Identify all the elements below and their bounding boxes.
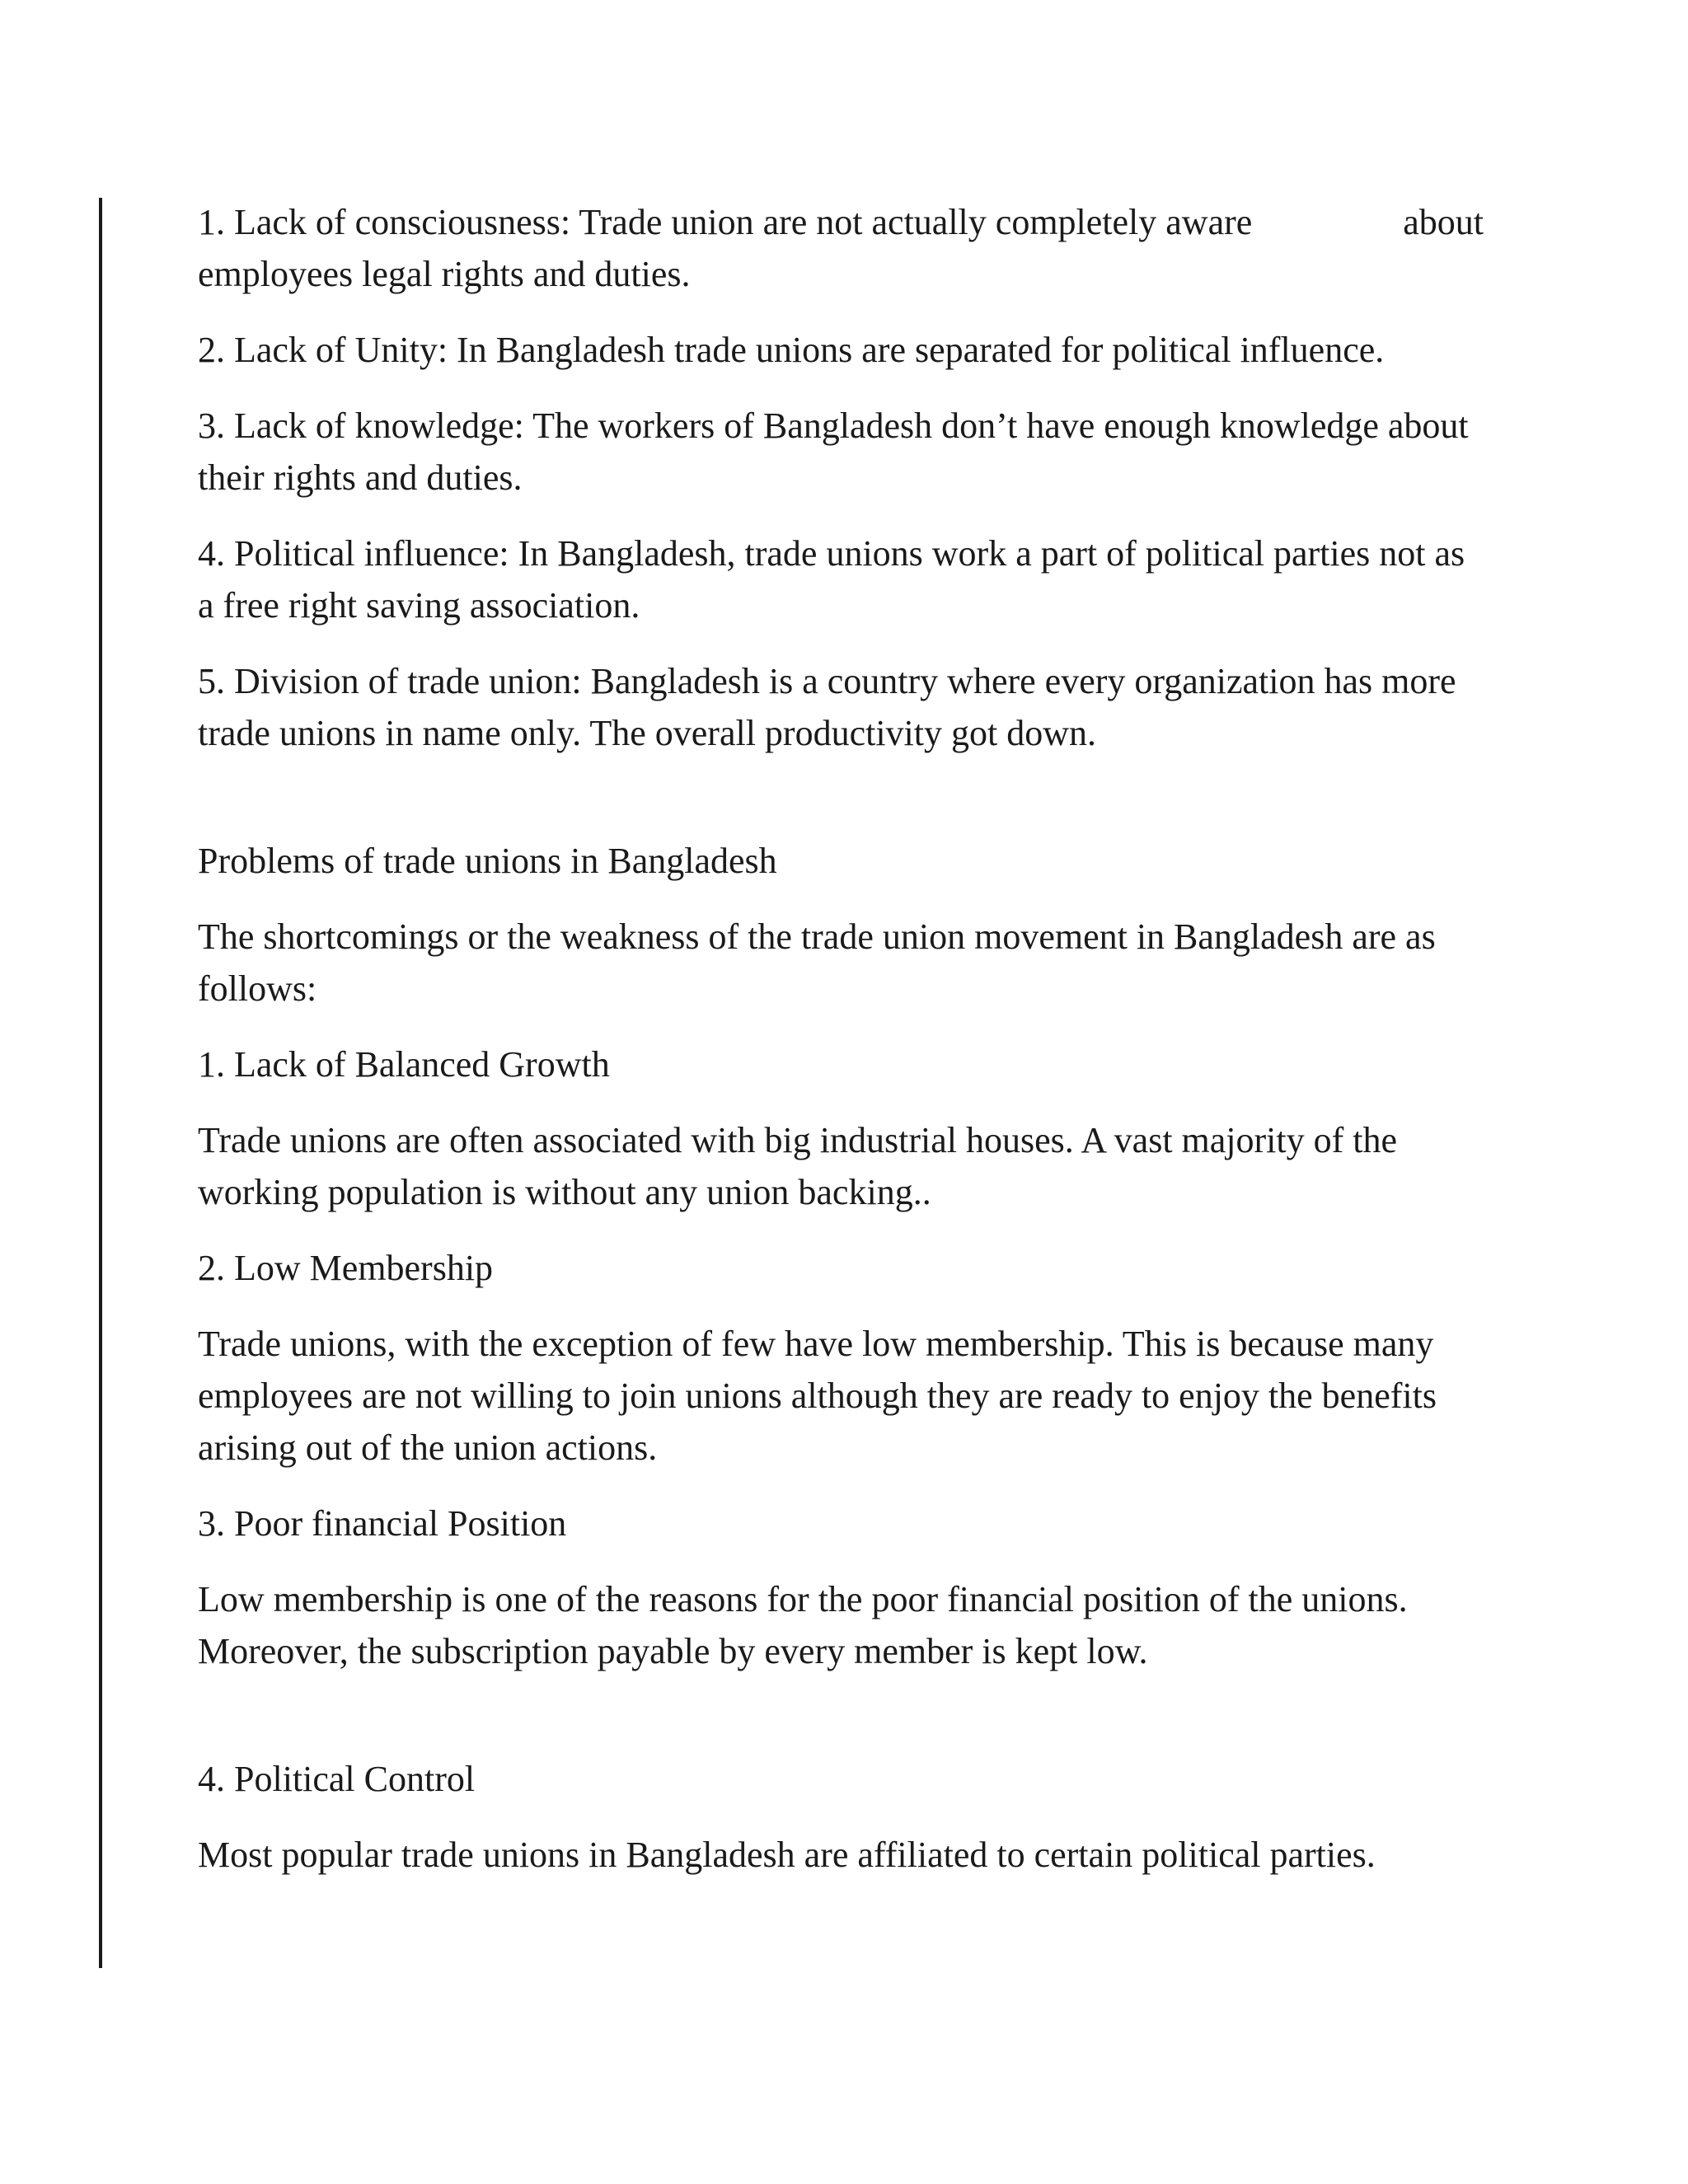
section-spacer <box>198 783 1484 835</box>
problem-heading-financial-position: 3. Poor financial Position <box>198 1503 567 1544</box>
problem-text-balanced-growth: Trade unions are often associated with big industrial houses. A vast majority of the working population is without any union backing.. <box>198 1120 1398 1212</box>
section-intro: The shortcomings or the weakness of the trade union movement in Bangladesh are as follows: <box>198 916 1436 1009</box>
point-lack-of-knowledge: 3. Lack of knowledge: The workers of Bangladesh don’t have enough knowledge about their rights and duties. <box>198 405 1469 498</box>
problem-text-financial-position: Low membership is one of the reasons for the poor financial position of the unions. Moreover, the subscription payable by every member is kept low. <box>198 1579 1408 1671</box>
point-text-continued: employees legal rights and duties. <box>198 254 691 294</box>
margin-rule <box>99 198 102 1968</box>
problem-text-low-membership: Trade unions, with the exception of few have low membership. This is because many employees are not willing to join unions although they are ready to enjoy the benefits arising out of the union actions. <box>198 1324 1437 1468</box>
problem-heading-low-membership: 2. Low Membership <box>198 1248 494 1288</box>
document-body <box>198 196 1484 1905</box>
point-division-of-trade-union: 5. Division of trade union: Bangladesh is a country where every organization has more trade unions in name only. The overall productivity got down. <box>198 661 1456 753</box>
problem-heading-balanced-growth: 1. Lack of Balanced Growth <box>198 1044 610 1085</box>
point-text-end: about <box>1403 202 1484 242</box>
section-heading: Problems of trade unions in Bangladesh <box>198 841 777 881</box>
section-spacer <box>198 1701 1484 1753</box>
problem-heading-political-control: 4. Political Control <box>198 1759 476 1799</box>
problem-text-political-control: Most popular trade unions in Bangladesh are affiliated to certain political parties. <box>198 1835 1376 1875</box>
point-text: 1. Lack of consciousness: Trade union are not actually completely aware <box>198 202 1253 242</box>
point-lack-of-unity: 2. Lack of Unity: In Bangladesh trade unions are separated for political influence. <box>198 330 1385 370</box>
point-lack-of-consciousness <box>198 196 1484 300</box>
point-political-influence: 4. Political influence: In Bangladesh, trade unions work a part of political parties not as a free right saving association. <box>198 533 1465 626</box>
